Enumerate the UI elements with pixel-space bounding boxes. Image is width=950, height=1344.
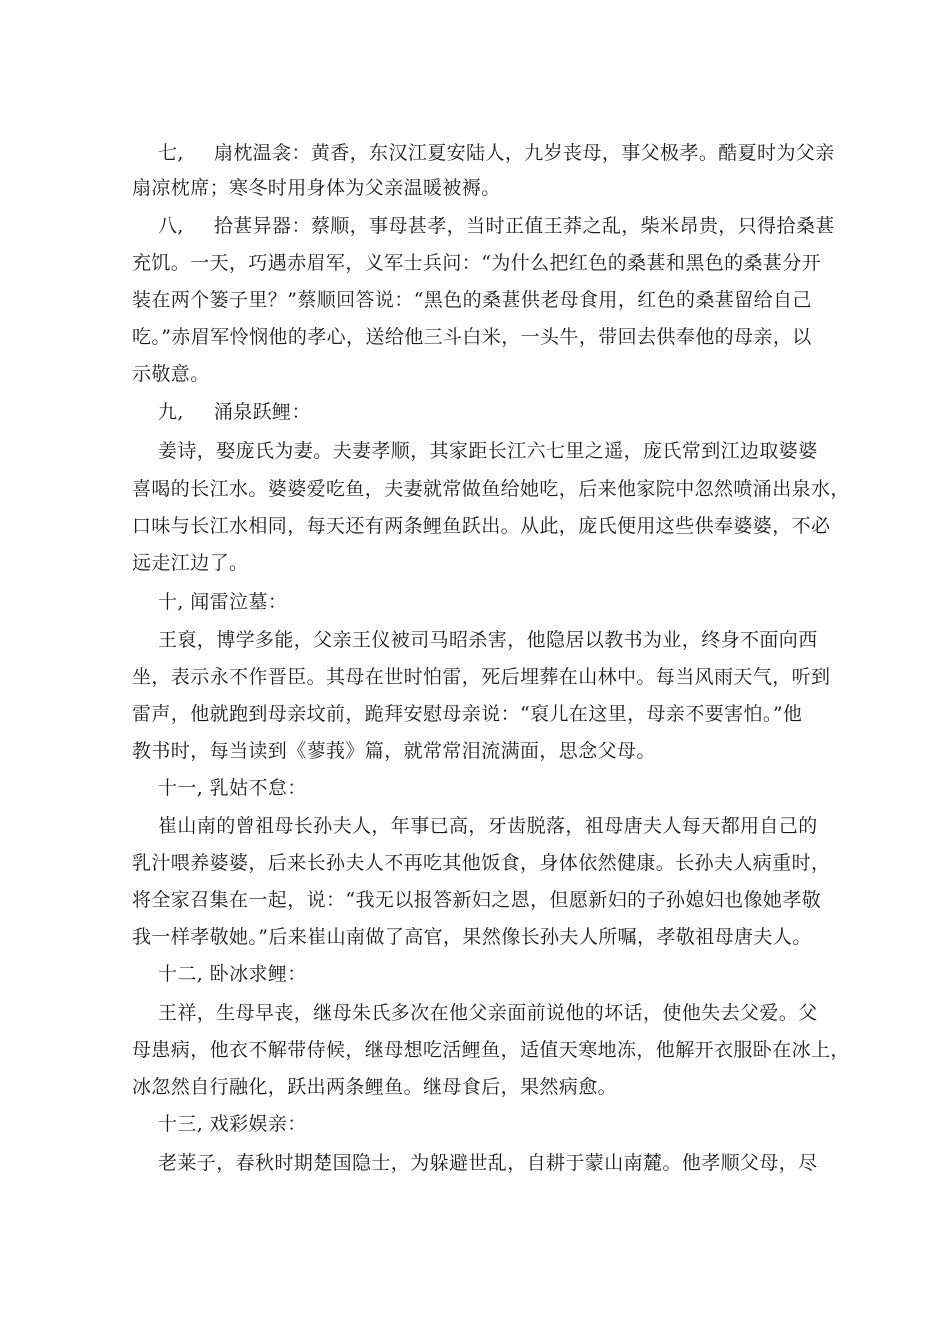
- section-11-first-line: 崔山南的曾祖母长孙夫人，年事已高，牙齿脱落，祖母唐夫人每天都用自己的: [158, 815, 818, 837]
- section-8-line-2: 装在两个篓子里？”蔡顺回答说：“黑色的桑葚供老母食用，红色的桑葚留给自己: [132, 289, 812, 311]
- section-10-line-1: 坐，表示永不作晋臣。其母在世时怕雷，死后埋葬在山林中。每当风雨天气，听到: [132, 666, 831, 688]
- section-13-first-line: 老莱子，春秋时期楚国隐士，为躲避世乱，自耕于蒙山南麓。他孝顺父母，尽: [158, 1152, 818, 1174]
- section-10-heading: 十, 闻雷泣墓：: [158, 591, 288, 613]
- section-11-line-2: 将全家召集在一起，说：“我无以报答新妇之恩，但愿新妇的子孙媳妇也像她孝敬: [132, 889, 822, 911]
- section-12-first-line: 王祥，生母早丧，继母朱氏多次在他父亲面前说他的坏话，使他失去父爱。父: [158, 1002, 818, 1024]
- section-9-line-3: 远走江边了。: [132, 552, 249, 574]
- section-7-line-1: 扇凉枕席；寒冬时用身体为父亲温暖被褥。: [132, 177, 501, 199]
- section-7-number: 七,: [158, 142, 184, 164]
- section-8-heading: [158, 213, 835, 239]
- section-9-heading: [158, 399, 311, 425]
- section-11-heading: 十一, 乳姑不怠：: [158, 777, 307, 799]
- section-11-line-3: 我一样孝敬她。”后来崔山南做了高官，果然像长孙夫人所嘱，孝敬祖母唐夫人。: [132, 926, 812, 948]
- section-12-line-2: 冰忽然自行融化，跃出两条鲤鱼。继母食后，果然病愈。: [132, 1076, 618, 1098]
- section-12-heading: 十二, 卧冰求鲤：: [158, 963, 307, 985]
- section-9-line-1: 喜喝的长江水。婆婆爱吃鱼，夫妻就常做鱼给她吃，后来他家院中忽然喷涌出泉水，: [132, 478, 850, 500]
- section-10-line-3: 教书时，每当读到《蓼莪》篇，就常常泪流满面，思念父母。: [132, 740, 656, 762]
- section-8-line-4: 示敬意。: [132, 363, 210, 385]
- section-8-line-3: 吃。”赤眉军怜悯他的孝心，送给他三斗白米，一头牛，带回去供奉他的母亲，以: [132, 326, 812, 348]
- section-7-title: 扇枕温衾：黄香，东汉江夏安陆人，九岁丧母，事父极孝。酷夏时为父亲: [213, 142, 835, 164]
- section-9-line-2: 口味与长江水相同，每天还有两条鲤鱼跃出。从此，庞氏便用这些供奉婆婆，不必: [132, 515, 831, 537]
- section-13-heading: 十三, 戏彩娱亲：: [158, 1113, 307, 1135]
- section-8-number: 八,: [158, 215, 184, 237]
- section-8-line-1: 充饥。一天，巧遇赤眉军，义军士兵问：“为什么把红色的桑葚和黑色的桑葚分开: [132, 252, 822, 274]
- section-9-first-line: 姜诗，娶庞氏为妻。夫妻孝顺，其家距长江六七里之遥，庞氏常到江边取婆婆: [158, 440, 818, 462]
- section-12-line-1: 母患病，他衣不解带侍候，继母想吃活鲤鱼，适值天寒地冻，他解开衣服卧在冰上，: [132, 1039, 850, 1061]
- section-7-heading: [158, 140, 835, 166]
- section-9-title: 涌泉跃鲤：: [213, 401, 311, 423]
- section-11-line-1: 乳汁喂养婆婆，后来长孙夫人不再吃其他饭食，身体依然健康。长孙夫人病重时，: [132, 852, 831, 874]
- section-9-number: 九,: [158, 401, 184, 423]
- section-10-line-2: 雷声，他就跑到母亲坟前，跪拜安慰母亲说：“裒儿在这里，母亲不要害怕。”他: [132, 703, 803, 725]
- section-10-first-line: 王裒，博学多能，父亲王仪被司马昭杀害，他隐居以教书为业，终身不面向西: [158, 629, 818, 651]
- section-8-title: 拾葚异器：蔡顺，事母甚孝，当时正值王莽之乱，柴米昂贵，只得拾桑葚: [213, 215, 835, 237]
